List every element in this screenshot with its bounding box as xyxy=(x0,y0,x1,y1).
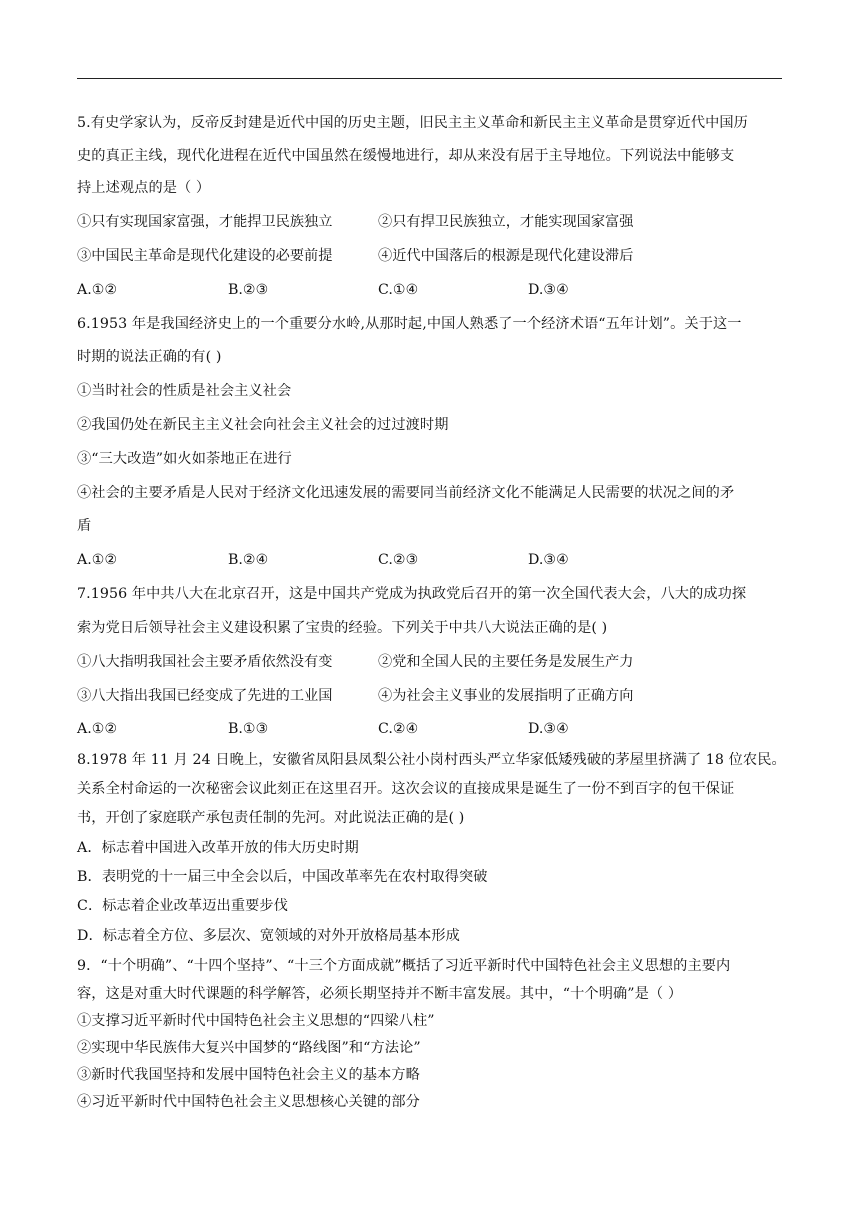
q6-option-b: B.②④ xyxy=(228,552,269,568)
q5-statement-1: ①只有实现国家富强，才能捍卫民族独立 xyxy=(77,214,333,230)
q5-statement-2: ②只有捍卫民族独立，才能实现国家富强 xyxy=(378,214,634,230)
q7-option-a: A.①② xyxy=(77,721,118,737)
q9-statement-3: ③新时代我国坚持和发展中国特色社会主义的基本方略 xyxy=(77,1067,420,1083)
q7-statement-4: ④为社会主义事业的发展指明了正确方向 xyxy=(378,688,634,704)
q5-option-b: B.②③ xyxy=(228,282,269,298)
q9-statement-1: ①支撑习近平新时代中国特色社会主义思想的“四梁八柱” xyxy=(77,1013,435,1029)
q5-option-c: C.①④ xyxy=(378,282,419,298)
q7-option-c: C.②④ xyxy=(378,721,419,737)
q7-option-b: B.①③ xyxy=(228,721,269,737)
q7-option-d: D.③④ xyxy=(528,721,569,737)
q7-stem-line-1: 7.1956 年中共八大在北京召开，这是中国共产党成为执政党后召开的第一次全国代表大会，八大的成功探 xyxy=(77,586,747,602)
q5-stem-line-2: 史的真正主线，现代化进程在近代中国虽然在缓慢地进行，却从来没有居于主导地位。下列说法中能够支 xyxy=(77,148,735,164)
q6-stem-line-2: 时期的说法正确的有( ) xyxy=(77,349,222,365)
q7-statement-1: ①八大指明我国社会主要矛盾依然没有变 xyxy=(77,654,333,670)
q9-stem-line-2: 容，这是对重大时代课题的科学解答，必须长期坚持并不断丰富发展。其中，“十个明确”是（ ） xyxy=(77,986,683,1002)
q9-statement-2: ②实现中华民族伟大复兴中国梦的“路线图”和“方法论” xyxy=(77,1040,421,1056)
q9-stem-line-1: 9．“十个明确”、“十四个坚持”、“十三个方面成就”概括了习近平新时代中国特色社会主义思想的主要内 xyxy=(77,958,731,974)
q5-stem-line-1: 5.有史学家认为，反帝反封建是近代中国的历史主题，旧民主主义革命和新民主主义革命是贯穿近代中国历 xyxy=(77,115,748,131)
q8-choice-b: B．表明党的十一届三中全会以后，中国改革率先在农村取得突破 xyxy=(77,869,488,885)
q7-statement-2: ②党和全国人民的主要任务是发展生产力 xyxy=(378,654,634,670)
q5-option-a: A.①② xyxy=(77,282,118,298)
q6-option-d: D.③④ xyxy=(528,552,569,568)
q8-choice-c: C．标志着企业改革迈出重要步伐 xyxy=(77,898,288,914)
q6-statement-3: ③“三大改造”如火如荼地正在进行 xyxy=(77,451,292,467)
q6-statement-2: ②我国仍处在新民主主义社会向社会主义社会的过过渡时期 xyxy=(77,417,449,433)
q6-option-c: C.②③ xyxy=(378,552,419,568)
q5-statement-4: ④近代中国落后的根源是现代化建设滞后 xyxy=(378,248,634,264)
header-rule xyxy=(77,78,782,79)
q8-choice-d: D．标志着全方位、多层次、宽领域的对外开放格局基本形成 xyxy=(77,928,460,944)
q6-statement-4: ④社会的主要矛盾是人民对于经济文化迅速发展的需要同当前经济文化不能满足人民需要的状况之间的矛 xyxy=(77,485,735,501)
q8-stem-line-3: 书，开创了家庭联产承包责任制的先河。对此说法正确的是( ) xyxy=(77,810,465,826)
q8-stem-line-1: 8.1978 年 11 月 24 日晚上，安徽省凤阳县凤梨公社小岗村西头严立华家低矮残破的茅屋里挤满了 18 位农民。 xyxy=(77,752,786,768)
q5-statement-3: ③中国民主革命是现代化建设的必要前提 xyxy=(77,248,333,264)
q8-choice-a: A．标志着中国进入改革开放的伟大历史时期 xyxy=(77,840,359,856)
q5-option-d: D.③④ xyxy=(528,282,569,298)
q9-statement-4: ④习近平新时代中国特色社会主义思想核心关键的部分 xyxy=(77,1094,420,1110)
q7-statement-3: ③八大指出我国已经变成了先进的工业国 xyxy=(77,688,333,704)
q6-stem-line-1: 6.1953 年是我国经济史上的一个重要分水岭,从那时起,中国人熟悉了一个经济术语“五年计划”。关于这一 xyxy=(77,316,742,332)
q6-statement-4-cont: 盾 xyxy=(77,518,92,534)
q6-statement-1: ①当时社会的性质是社会主义社会 xyxy=(77,383,292,399)
q7-stem-line-2: 索为党日后领导社会主义建设积累了宝贵的经验。下列关于中共八大说法正确的是( ) xyxy=(77,620,608,636)
q5-stem-line-3: 持上述观点的是（ ） xyxy=(77,180,211,196)
q8-stem-line-2: 关系全村命运的一次秘密会议此刻正在这里召开。这次会议的直接成果是诞生了一份不到百字的包干保证 xyxy=(77,781,735,797)
q6-option-a: A.①② xyxy=(77,552,118,568)
